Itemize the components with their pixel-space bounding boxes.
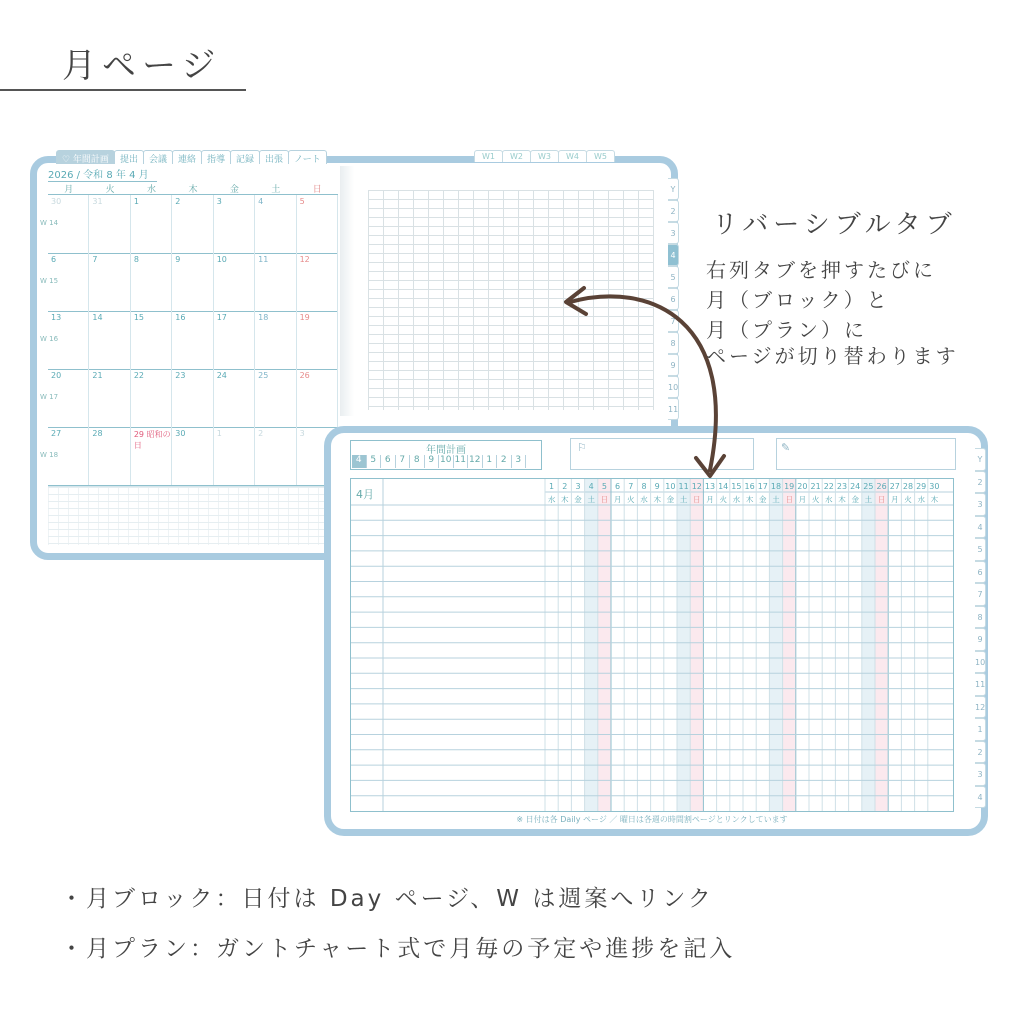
day-cell[interactable] [89, 253, 130, 311]
day-cell[interactable] [214, 369, 255, 427]
pencil-icon: ✎ [781, 441, 791, 454]
day-weekday: 土 [864, 495, 873, 504]
year-plan-month-tab[interactable]: 3 [512, 455, 527, 468]
plan-footnote: ※ 日付は各 Daily ページ ／ 曜日は各週の時間割ページとリンクしています [516, 815, 788, 824]
day-date[interactable]: 17 [216, 313, 227, 322]
day-cell[interactable] [214, 253, 255, 311]
day-cell[interactable] [172, 427, 213, 485]
feature-bullet: ・月プラン：ガントチャート式で月毎の予定や進捗を記入 [60, 936, 736, 962]
day-date[interactable]: 1 [216, 429, 222, 438]
day-date[interactable]: 22 [133, 371, 145, 380]
day-date[interactable]: 29 昭和の日 [133, 430, 171, 450]
day-date[interactable]: 9 [175, 255, 181, 264]
memo-box [776, 438, 956, 470]
day-weekday: 水 [917, 495, 925, 504]
day-cell[interactable] [214, 311, 255, 369]
day-date[interactable]: 8 [133, 255, 139, 264]
day-cell[interactable] [255, 253, 296, 311]
day-number: 5 [601, 482, 607, 491]
day-date[interactable]: 24 [216, 371, 227, 380]
day-weekday: 火 [811, 495, 820, 504]
day-number: 17 [757, 482, 768, 491]
week-tab[interactable]: W2 [502, 150, 531, 162]
month-side-tab[interactable]: 2 [668, 200, 679, 222]
day-number: 16 [744, 482, 755, 491]
day-name: 木 [188, 185, 198, 195]
year-plan-month-tab[interactable]: 10 [439, 455, 454, 468]
day-cell[interactable] [255, 427, 296, 485]
day-number: 18 [770, 482, 782, 491]
month-side-tab[interactable]: 8 [668, 332, 679, 354]
day-cell[interactable] [172, 311, 213, 369]
day-weekday: 月 [613, 495, 622, 504]
month-side-tab[interactable]: 4 [975, 786, 986, 809]
day-cell[interactable] [89, 195, 130, 253]
day-date[interactable]: 3 [299, 429, 305, 438]
month-side-tab[interactable]: 3 [975, 763, 986, 786]
page-spine [340, 166, 354, 416]
day-cell[interactable] [297, 311, 338, 369]
day-name: 日 [312, 185, 322, 195]
week-link[interactable]: W 15 [40, 277, 59, 285]
day-date[interactable]: 15 [133, 313, 145, 322]
week-row [40, 311, 338, 370]
weekend-column [690, 479, 703, 812]
day-cell[interactable] [48, 427, 89, 485]
year-plan-month-tab[interactable]: 9 [425, 455, 440, 468]
day-date[interactable]: 31 [92, 197, 103, 206]
day-cell[interactable] [131, 427, 172, 485]
day-cell[interactable] [131, 311, 172, 369]
day-cell[interactable] [89, 369, 130, 427]
day-weekday: 金 [759, 495, 767, 504]
month-side-tab[interactable]: 1 [975, 718, 986, 741]
day-cell[interactable] [131, 253, 172, 311]
day-weekday: 木 [838, 495, 846, 504]
week-row [40, 369, 338, 428]
day-weekday: 火 [904, 495, 912, 504]
day-cell[interactable] [172, 253, 213, 311]
day-date[interactable]: 13 [51, 313, 62, 322]
day-cell[interactable] [297, 195, 338, 253]
month-side-tab[interactable]: 7 [668, 310, 679, 332]
year-plan-months [352, 455, 526, 468]
plan-month-label: 4月 [356, 488, 374, 501]
day-date[interactable]: 19 [299, 313, 310, 322]
day-cell[interactable] [48, 195, 89, 253]
day-weekday: 木 [561, 495, 569, 504]
month-side-tab[interactable]: 2 [975, 471, 986, 494]
day-number: 8 [641, 482, 647, 491]
day-number: 30 [929, 482, 940, 491]
day-weekday: 火 [719, 495, 727, 504]
month-side-tab[interactable]: Y [668, 178, 679, 200]
day-cell[interactable] [255, 311, 296, 369]
day-number: 28 [902, 482, 914, 491]
month-block-heading: 2026 / 令和 8 年 4 月 [48, 166, 157, 182]
day-date[interactable]: 30 [175, 429, 186, 438]
day-number: 26 [876, 482, 887, 491]
category-tab[interactable]: 記録 [230, 150, 260, 164]
month-side-tab[interactable]: 5 [668, 266, 679, 288]
weekend-column [862, 479, 875, 812]
category-tab[interactable]: 連絡 [172, 150, 202, 164]
day-number: 12 [691, 482, 702, 491]
day-date[interactable]: 16 [175, 313, 186, 322]
category-tab[interactable]: ♡ 年間計画 [56, 150, 115, 164]
day-number: 13 [704, 482, 716, 491]
month-side-tab[interactable]: 11 [975, 673, 986, 696]
day-cell[interactable] [214, 195, 255, 253]
callout-title: リバーシブルタブ [712, 210, 957, 240]
day-number: 27 [889, 482, 900, 491]
day-date[interactable]: 11 [258, 255, 269, 264]
day-weekday: 木 [930, 495, 939, 504]
month-side-tab[interactable]: 6 [975, 561, 986, 584]
day-number: 2 [562, 482, 568, 491]
day-number: 25 [863, 482, 874, 491]
callout-line: ページが切り替わります [706, 344, 959, 368]
week-row [40, 427, 338, 486]
category-tabs [56, 150, 326, 164]
day-cell[interactable] [297, 253, 338, 311]
day-cell[interactable] [48, 253, 89, 311]
month-side-tab[interactable]: 5 [975, 538, 986, 561]
year-plan-month-tab[interactable]: 4 [352, 455, 367, 468]
month-side-tab[interactable]: 7 [975, 583, 986, 606]
week-tab[interactable]: W1 [474, 150, 503, 162]
day-weekday: 水 [825, 495, 833, 504]
year-plan-title: 年間計画 [426, 445, 466, 456]
day-name: 金 [229, 185, 239, 195]
day-number: 11 [678, 482, 689, 491]
day-date[interactable]: 4 [258, 197, 264, 206]
month-side-tab[interactable]: Y [975, 448, 986, 471]
day-weekday: 土 [772, 495, 780, 504]
day-number: 4 [588, 482, 594, 491]
day-date[interactable]: 27 [51, 429, 62, 438]
day-date[interactable]: 20 [51, 371, 62, 380]
week-row [40, 195, 338, 254]
day-weekday: 日 [877, 495, 886, 504]
callout-line: 右列タブを押すたびに [706, 258, 936, 282]
gantt-table [350, 478, 954, 812]
feature-bullet: ・月ブロック：日付は Day ページ、W は週案へリンク [60, 886, 714, 912]
callout-line: 月（プラン）に [706, 318, 867, 342]
day-weekday: 月 [706, 495, 714, 504]
day-weekday: 水 [640, 495, 648, 504]
month-side-tab[interactable]: 9 [668, 354, 679, 376]
year-plan-month-tab[interactable]: 1 [483, 455, 498, 468]
week-link[interactable]: W 17 [40, 393, 59, 401]
month-side-tab[interactable]: 10 [668, 376, 679, 398]
gantt-grid [351, 479, 954, 812]
day-cell[interactable] [297, 369, 338, 427]
month-side-tab[interactable]: 9 [975, 628, 986, 651]
day-number: 7 [628, 482, 634, 491]
day-number: 1 [549, 482, 555, 491]
day-weekday: 水 [547, 495, 556, 504]
weekend-column [598, 479, 611, 812]
day-date[interactable]: 26 [299, 371, 310, 380]
page-title: 月ページ [62, 46, 222, 86]
week-tab[interactable]: W4 [558, 150, 587, 162]
month-side-tab[interactable]: 12 [975, 696, 986, 719]
week-tabs [474, 150, 614, 162]
year-plan-month-tab[interactable]: 6 [381, 455, 396, 468]
day-date[interactable]: 23 [175, 371, 186, 380]
day-cell[interactable] [131, 195, 172, 253]
day-weekday: 木 [653, 495, 661, 504]
category-tab[interactable]: 出張 [259, 150, 289, 164]
day-date[interactable]: 14 [92, 313, 103, 322]
day-number: 14 [718, 482, 729, 491]
day-cell[interactable] [131, 369, 172, 427]
category-tab[interactable]: 指導 [201, 150, 231, 164]
year-plan-month-tab[interactable]: 11 [454, 455, 469, 468]
category-tab[interactable]: ノート [288, 150, 327, 164]
day-cell[interactable] [48, 311, 89, 369]
day-cell[interactable] [89, 427, 130, 485]
day-date[interactable]: 5 [299, 197, 305, 206]
day-date[interactable]: 1 [133, 197, 139, 206]
day-date[interactable]: 7 [92, 255, 98, 264]
day-number: 22 [823, 482, 834, 491]
week-link[interactable]: W 18 [40, 451, 59, 459]
day-cell[interactable] [172, 369, 213, 427]
day-date[interactable]: 3 [216, 197, 222, 206]
day-cell[interactable] [255, 195, 296, 253]
day-date[interactable]: 12 [299, 255, 310, 264]
side-tabs-plan [975, 448, 986, 808]
week-tab[interactable]: W3 [530, 150, 559, 162]
month-side-tab[interactable]: 8 [975, 606, 986, 629]
day-date[interactable]: 30 [51, 197, 62, 206]
week-link[interactable]: W 16 [40, 335, 59, 343]
day-cell[interactable] [48, 369, 89, 427]
month-block-grid [40, 194, 338, 485]
month-side-tab[interactable]: 10 [975, 651, 986, 674]
day-cell[interactable] [214, 427, 255, 485]
memo-grid [48, 486, 338, 545]
month-side-tab[interactable]: 3 [668, 222, 679, 244]
month-side-tab[interactable]: 6 [668, 288, 679, 310]
year-plan-month-tab[interactable]: 5 [367, 455, 382, 468]
day-number: 10 [665, 482, 676, 491]
year-plan-month-tab[interactable]: 7 [396, 455, 411, 468]
day-number: 19 [784, 482, 795, 491]
weekend-column [677, 479, 690, 812]
day-date[interactable]: 25 [258, 371, 269, 380]
day-cell[interactable] [89, 311, 130, 369]
day-date[interactable]: 2 [175, 197, 181, 206]
day-date[interactable]: 10 [216, 255, 227, 264]
day-weekday: 月 [798, 495, 807, 504]
day-weekday: 日 [600, 495, 609, 504]
weekend-column [783, 479, 796, 812]
day-name: 水 [147, 185, 157, 195]
weekend-column [875, 479, 888, 812]
day-number: 20 [797, 482, 808, 491]
callout-line: 月（ブロック）と [706, 288, 890, 312]
year-plan-month-tab[interactable]: 2 [497, 455, 512, 468]
month-side-tab[interactable]: 4 [975, 516, 986, 539]
day-name: 火 [105, 185, 115, 195]
day-weekday: 火 [627, 495, 635, 504]
day-date[interactable]: 2 [258, 429, 264, 438]
day-number: 6 [615, 482, 621, 491]
week-tab[interactable]: W5 [586, 150, 615, 162]
month-side-tab[interactable]: 3 [975, 493, 986, 516]
day-name: 土 [271, 185, 281, 195]
week-row [40, 253, 338, 312]
year-plan-month-tab[interactable]: 8 [410, 455, 425, 468]
day-weekday: 土 [587, 495, 595, 504]
day-number: 3 [575, 482, 581, 491]
day-number: 23 [836, 482, 848, 491]
day-weekday: 水 [732, 495, 741, 504]
day-weekday: 金 [666, 495, 675, 504]
month-side-tab[interactable]: 4 [668, 244, 679, 266]
day-number: 24 [850, 482, 861, 491]
day-name: 月 [64, 185, 74, 195]
weekend-column [769, 479, 782, 812]
month-side-tab[interactable]: 11 [668, 398, 679, 420]
day-date[interactable]: 28 [92, 429, 103, 438]
day-cell[interactable] [255, 369, 296, 427]
day-number: 21 [810, 482, 821, 491]
day-weekday: 金 [574, 495, 582, 504]
day-weekday: 月 [891, 495, 899, 504]
day-number: 15 [731, 482, 742, 491]
category-tab[interactable]: 会議 [143, 150, 173, 164]
month-side-tab[interactable]: 2 [975, 741, 986, 764]
day-cell[interactable] [172, 195, 213, 253]
day-date[interactable]: 21 [92, 371, 103, 380]
day-weekday: 日 [693, 495, 701, 504]
week-link[interactable]: W 14 [40, 219, 59, 227]
year-plan-month-tab[interactable]: 12 [468, 455, 483, 468]
day-date[interactable]: 6 [51, 255, 57, 264]
weekend-column [585, 479, 598, 812]
day-weekday: 日 [785, 495, 793, 504]
day-date[interactable]: 18 [258, 313, 269, 322]
day-weekday: 金 [851, 495, 859, 504]
day-weekday: 木 [745, 495, 754, 504]
title-underline [0, 89, 246, 91]
day-number: 29 [916, 482, 927, 491]
flag-icon: ⚐ [577, 441, 587, 454]
day-number: 9 [654, 482, 660, 491]
day-weekday: 土 [679, 495, 688, 504]
category-tab[interactable]: 提出 [114, 150, 144, 164]
